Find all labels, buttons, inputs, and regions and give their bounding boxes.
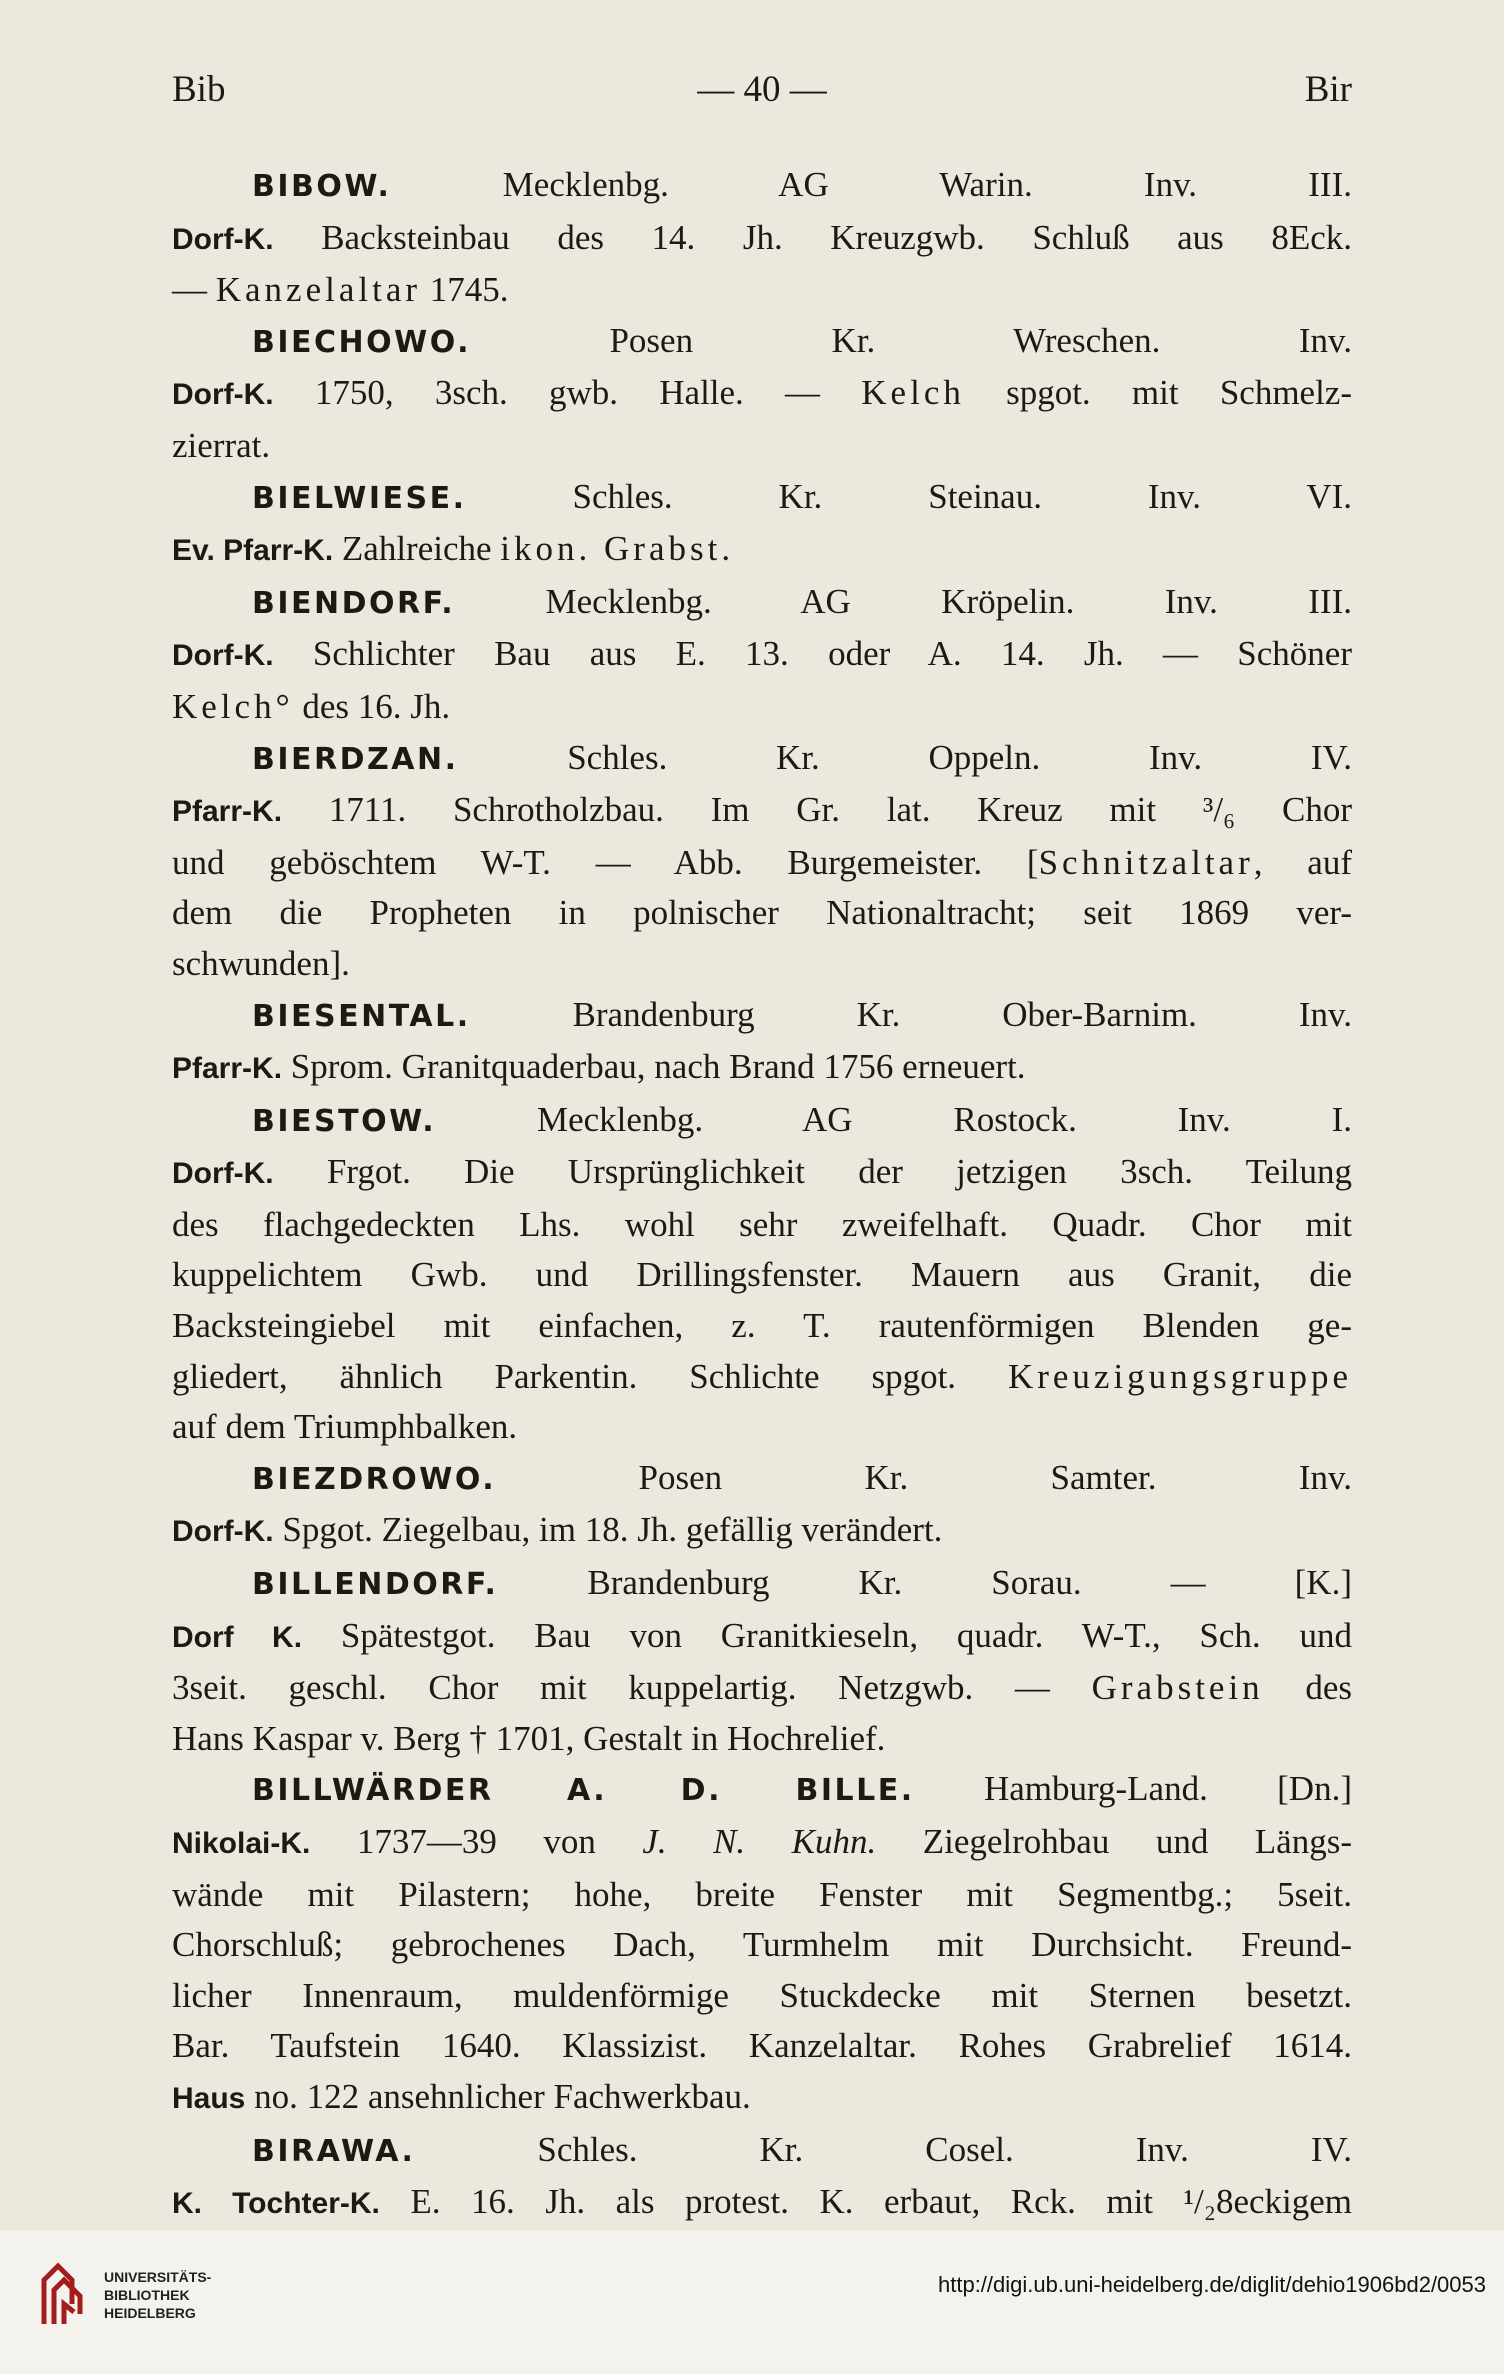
text-run: Posen Kr. Wreschen. Inv. <box>470 320 1352 360</box>
text-run: Hans Kaspar v. Berg † 1701, Gestalt in Hochrelief. <box>172 1718 886 1758</box>
place-name: BIBOW. <box>252 169 392 204</box>
entry-text-line <box>172 421 1352 472</box>
entry-text-line <box>172 1042 1352 1095</box>
entry-text-line <box>172 1611 1352 1664</box>
entry-text-line <box>172 629 1352 682</box>
source-url-link[interactable]: http://digi.ub.uni-heidelberg.de/diglit/dehio1906bd2/0053 <box>938 2272 1486 2297</box>
entry-text-line <box>172 838 1352 889</box>
header-right-keyword: Bir <box>1304 69 1352 110</box>
entry-heading-line <box>172 472 1352 525</box>
entry-text-line <box>172 1971 1352 2022</box>
library-name-line: BIBLIOTHEK <box>104 2287 190 2303</box>
library-footer <box>0 2230 1504 2374</box>
building-type: K. Tochter-K. <box>172 2187 380 2221</box>
text-run: Schles. Kr. Cosel. Inv. IV. <box>415 2129 1352 2169</box>
text-run: Brandenburg Kr. Ober-Barnim. Inv. <box>470 994 1352 1034</box>
text-run: Bar. Taufstein 1640. Klassizist. Kanzelaltar. Rohes Grabrelief 1614. <box>172 2026 1352 2066</box>
building-type: Pfarr-K. <box>172 1052 283 1086</box>
entry-heading-line <box>172 990 1352 1043</box>
library-logo-icon <box>34 2260 94 2330</box>
text-run: 1745. <box>421 270 509 310</box>
library-name-line: UNIVERSITÄTS- <box>104 2269 212 2285</box>
text-run: wände mit Pilastern; hohe, breite Fenster mit Segmentbg.; 5seit. <box>172 1874 1352 1914</box>
text-run: no. 122 ansehnlicher Fachwerkbau. <box>245 2076 751 2116</box>
place-name: BIESENTAL. <box>252 998 471 1034</box>
entry-text-line <box>172 1817 1352 1870</box>
entry-text-line <box>172 265 1352 316</box>
entry-heading-line <box>172 1764 1352 1817</box>
building-type: Dorf-K. <box>172 1157 274 1191</box>
text-run: 1711. Schrotholzbau. Im Gr. lat. Kreuz mit ³/₆ Chor <box>282 790 1352 830</box>
page-header <box>172 68 1352 128</box>
entry-text-line <box>172 785 1352 838</box>
place-name: BIERDZAN. <box>252 741 459 777</box>
emphasized-term: Kelch° <box>172 686 294 726</box>
gazetteer-entry <box>172 316 1352 472</box>
gazetteer-entry <box>172 1764 1352 2124</box>
emphasized-term: Grabstein <box>1091 1668 1264 1708</box>
text-run: 3seit. geschl. Chor mit kuppelartig. Netzgwb. — <box>172 1668 1092 1708</box>
emphasized-term: ikon. Grabst. <box>500 529 735 569</box>
entry-text-line <box>172 1663 1352 1714</box>
emphasized-term: Kanzelaltar <box>215 270 422 310</box>
entry-text-line <box>172 2072 1352 2125</box>
text-run: — <box>172 270 216 310</box>
entry-text-line <box>172 1352 1352 1403</box>
entry-text-line <box>172 888 1352 939</box>
library-name-line: HEIDELBERG <box>104 2305 196 2321</box>
entry-text-line <box>172 368 1352 421</box>
header-left-keyword: Bib <box>172 69 226 110</box>
building-type: Dorf-K. <box>172 222 274 256</box>
entry-heading-line <box>172 316 1352 369</box>
entry-text-line <box>172 1505 1352 1558</box>
place-name: BIENDORF. <box>252 585 456 621</box>
text-run: Chorschluß; gebrochenes Dach, Turmhelm mit Durchsicht. Freund- <box>172 1925 1352 1965</box>
text-run: des 16. Jh. <box>293 686 451 726</box>
entry-heading-line <box>172 733 1352 786</box>
entry-text-line <box>172 1250 1352 1301</box>
entry-text-line <box>172 1301 1352 1352</box>
text-run: Schles. Kr. Steinau. Inv. VI. <box>466 476 1352 516</box>
text-run: Posen Kr. Samter. Inv. <box>496 1457 1352 1497</box>
entry-text-line <box>172 1714 1352 1765</box>
entry-text-line <box>172 1147 1352 1200</box>
text-run: 1737—39 von <box>310 1822 643 1861</box>
place-name: BILLWÄRDER A. D. BILLE. <box>252 1773 915 1809</box>
entry-heading-line <box>172 1095 1352 1148</box>
entry-text-line <box>172 1870 1352 1921</box>
text-run: Mecklenbg. AG Rostock. Inv. I. <box>436 1099 1352 1139</box>
gazetteer-entry <box>172 1095 1352 1453</box>
building-type: Nikolai-K. <box>172 1827 311 1860</box>
entry-text-line <box>172 213 1352 266</box>
architect-name: J. N. Kuhn. <box>642 1822 877 1861</box>
entry-heading-line <box>172 1558 1352 1611</box>
building-type: Ev. Pfarr-K. <box>172 534 334 568</box>
text-run: und geböschtem W-T. — Abb. Burgemeister. [ <box>172 842 1039 882</box>
page-number: — 40 — <box>697 69 827 110</box>
entry-text-line <box>172 1200 1352 1251</box>
gazetteer-entry <box>172 1558 1352 1764</box>
place-name: BIEZDROWO. <box>252 1461 497 1497</box>
text-run: Schles. Kr. Oppeln. Inv. IV. <box>458 737 1352 777</box>
text-run: Zahlreiche <box>333 529 501 569</box>
text-run: Mecklenbg. AG Warin. Inv. III. <box>391 165 1352 204</box>
emphasized-term: Kelch <box>861 373 965 413</box>
gazetteer-entry <box>172 1453 1352 1558</box>
entry-heading-line <box>172 2125 1352 2178</box>
text-run: dem die Propheten in polnischer Nationaltracht; seit 1869 ver- <box>172 893 1352 933</box>
text-run: Mecklenbg. AG Kröpelin. Inv. III. <box>455 581 1352 621</box>
text-run: E. 16. Jh. als protest. K. erbaut, Rck. mit ¹/₂8eckigem <box>379 2182 1352 2222</box>
text-run: Spgot. Ziegelbau, im 18. Jh. gefällig verändert. <box>273 1510 943 1550</box>
text-run: Sprom. Granitquaderbau, nach Brand 1756 erneuert. <box>282 1047 1026 1087</box>
text-run: 1750, 3sch. gwb. Halle. — <box>273 373 862 413</box>
building-type: Dorf-K. <box>172 1515 274 1549</box>
text-run: spgot. mit Schmelz- <box>964 373 1352 413</box>
library-name <box>104 2268 211 2322</box>
entry-heading-line <box>172 577 1352 630</box>
text-run: Schlichter Bau aus E. 13. oder A. 14. Jh. — Schöner <box>273 634 1352 674</box>
text-run: zierrat. <box>172 425 271 465</box>
text-run: schwunden]. <box>172 943 350 983</box>
text-run: kuppelichtem Gwb. und Drillingsfenster. Mauern aus Granit, die <box>172 1255 1352 1295</box>
text-run: des <box>1263 1668 1353 1708</box>
text-run: Hamburg-Land. [Dn.] <box>914 1769 1352 1809</box>
entry-text-line <box>172 939 1352 990</box>
place-name: BILLENDORF. <box>252 1567 499 1603</box>
entry-text-line <box>172 2177 1352 2230</box>
entry-text-line <box>172 1402 1352 1453</box>
text-run: , auf <box>1253 842 1352 882</box>
place-name: BIELWIESE. <box>252 480 467 516</box>
text-run: Backsteingiebel mit einfachen, z. T. rautenförmigen Blenden ge- <box>172 1306 1352 1346</box>
entry-text-line <box>172 682 1352 733</box>
building-type: Pfarr-K. <box>172 795 283 829</box>
text-run: Backsteinbau des 14. Jh. Kreuzgwb. Schluß aus 8Eck. <box>273 217 1352 257</box>
entry-text-line <box>172 1920 1352 1971</box>
text-run: licher Innenraum, muldenförmige Stuckdecke mit Sternen besetzt. <box>172 1975 1352 2015</box>
entry-heading-line <box>172 1453 1352 1506</box>
entries-text <box>172 160 1352 2331</box>
emphasized-term: Schnitzaltar <box>1038 842 1254 882</box>
text-run: auf dem Triumphbalken. <box>172 1407 518 1447</box>
text-run: Ziegelrohbau und Längs- <box>876 1822 1352 1861</box>
gazetteer-entry <box>172 472 1352 577</box>
entry-text-line <box>172 524 1352 577</box>
place-name: BIECHOWO. <box>252 324 471 360</box>
gazetteer-entry <box>172 160 1352 316</box>
gazetteer-entry <box>172 577 1352 733</box>
text-run: Frgot. Die Ursprünglichkeit der jetzigen 3sch. Teilung <box>273 1152 1352 1192</box>
building-type: Dorf-K. <box>172 639 274 673</box>
entry-heading-line <box>172 160 1352 213</box>
building-type: Haus <box>172 2081 246 2115</box>
text-run: Spätestgot. Bau von Granitkieseln, quadr. W-T., Sch. und <box>302 1615 1352 1655</box>
building-type: Dorf K. <box>172 1620 303 1654</box>
building-type: Dorf-K. <box>172 378 274 412</box>
place-name: BIESTOW. <box>252 1103 437 1139</box>
emphasized-term: Kreuzigungsgruppe <box>1007 1356 1352 1396</box>
gazetteer-entry <box>172 990 1352 1095</box>
entry-text-line <box>172 2021 1352 2072</box>
gazetteer-entry <box>172 733 1352 990</box>
text-run: Brandenburg Kr. Sorau. — [K.] <box>498 1563 1352 1603</box>
text-run: des flachgedeckten Lhs. wohl sehr zweifelhaft. Quadr. Chor mit <box>172 1204 1352 1244</box>
text-run: gliedert, ähnlich Parkentin. Schlichte spgot. <box>172 1356 1008 1396</box>
place-name: BIRAWA. <box>252 2133 416 2169</box>
